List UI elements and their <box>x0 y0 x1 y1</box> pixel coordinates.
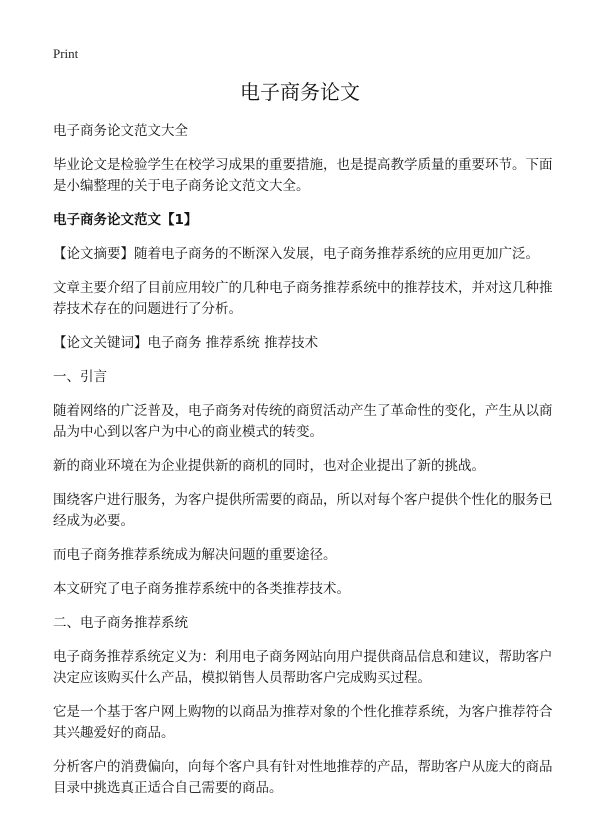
paragraph-body-1: 随着网络的广泛普及，电子商务对传统的商贸活动产生了革命性的变化，产生从以商品为中心到以客户为中心的商业模式的转变。 <box>53 403 553 440</box>
paragraph-body-8: 分析客户的消费偏向，向每个客户具有针对性地推荐的产品，帮助客户从庞大的商品目录中挑选真正适合自己需要的商品。 <box>53 759 553 796</box>
paragraph-body-7: 它是一个基于客户网上购物的以商品为推荐对象的个性化推荐系统，为客户推荐符合其兴趣爱好的商品。 <box>53 704 553 741</box>
document-title: 电子商务论文 <box>240 80 360 104</box>
paragraph-keywords: 【论文关键词】电子商务 推荐系统 推荐技术 <box>53 335 319 351</box>
paragraph-abstract: 【论文摘要】随着电子商务的不断深入发展，电子商务推荐系统的应用更加广泛。 <box>53 246 539 262</box>
paragraph-subtitle: 电子商务论文范文大全 <box>53 123 188 139</box>
section-heading-introduction: 一、引言 <box>53 369 107 385</box>
paragraph-body-5: 本文研究了电子商务推荐系统中的各类推荐技术。 <box>53 581 350 597</box>
section-heading-recommender: 二、电子商务推荐系统 <box>53 615 188 631</box>
section-heading-sample-1: 电子商务论文范文【1】 <box>53 212 198 228</box>
paragraph-intro: 毕业论文是检验学生在校学习成果的重要措施，也是提高教学质量的重要环节。下面是小编整理的关于电子商务论文范文大全。 <box>53 157 553 194</box>
paragraph-body-2: 新的商业环境在为企业提供新的商机的同时，也对企业提出了新的挑战。 <box>53 458 485 474</box>
print-link[interactable]: Print <box>53 46 79 61</box>
document-body <box>53 121 553 812</box>
paragraph-body-6: 电子商务推荐系统定义为：利用电子商务网站向用户提供商品信息和建议，帮助客户决定应该购买什么产品，模拟销售人员帮助客户完成购买过程。 <box>53 649 553 686</box>
paragraph-body-4: 而电子商务推荐系统成为解决问题的重要途径。 <box>53 547 337 563</box>
paragraph-body-3: 围绕客户进行服务，为客户提供所需要的商品，所以对每个客户提供个性化的服务已经成为必要。 <box>53 492 553 529</box>
paragraph-article-summary: 文章主要介绍了目前应用较广的几种电子商务推荐系统中的推荐技术，并对这几种推荐技术存在的问题进行了分析。 <box>53 280 553 317</box>
